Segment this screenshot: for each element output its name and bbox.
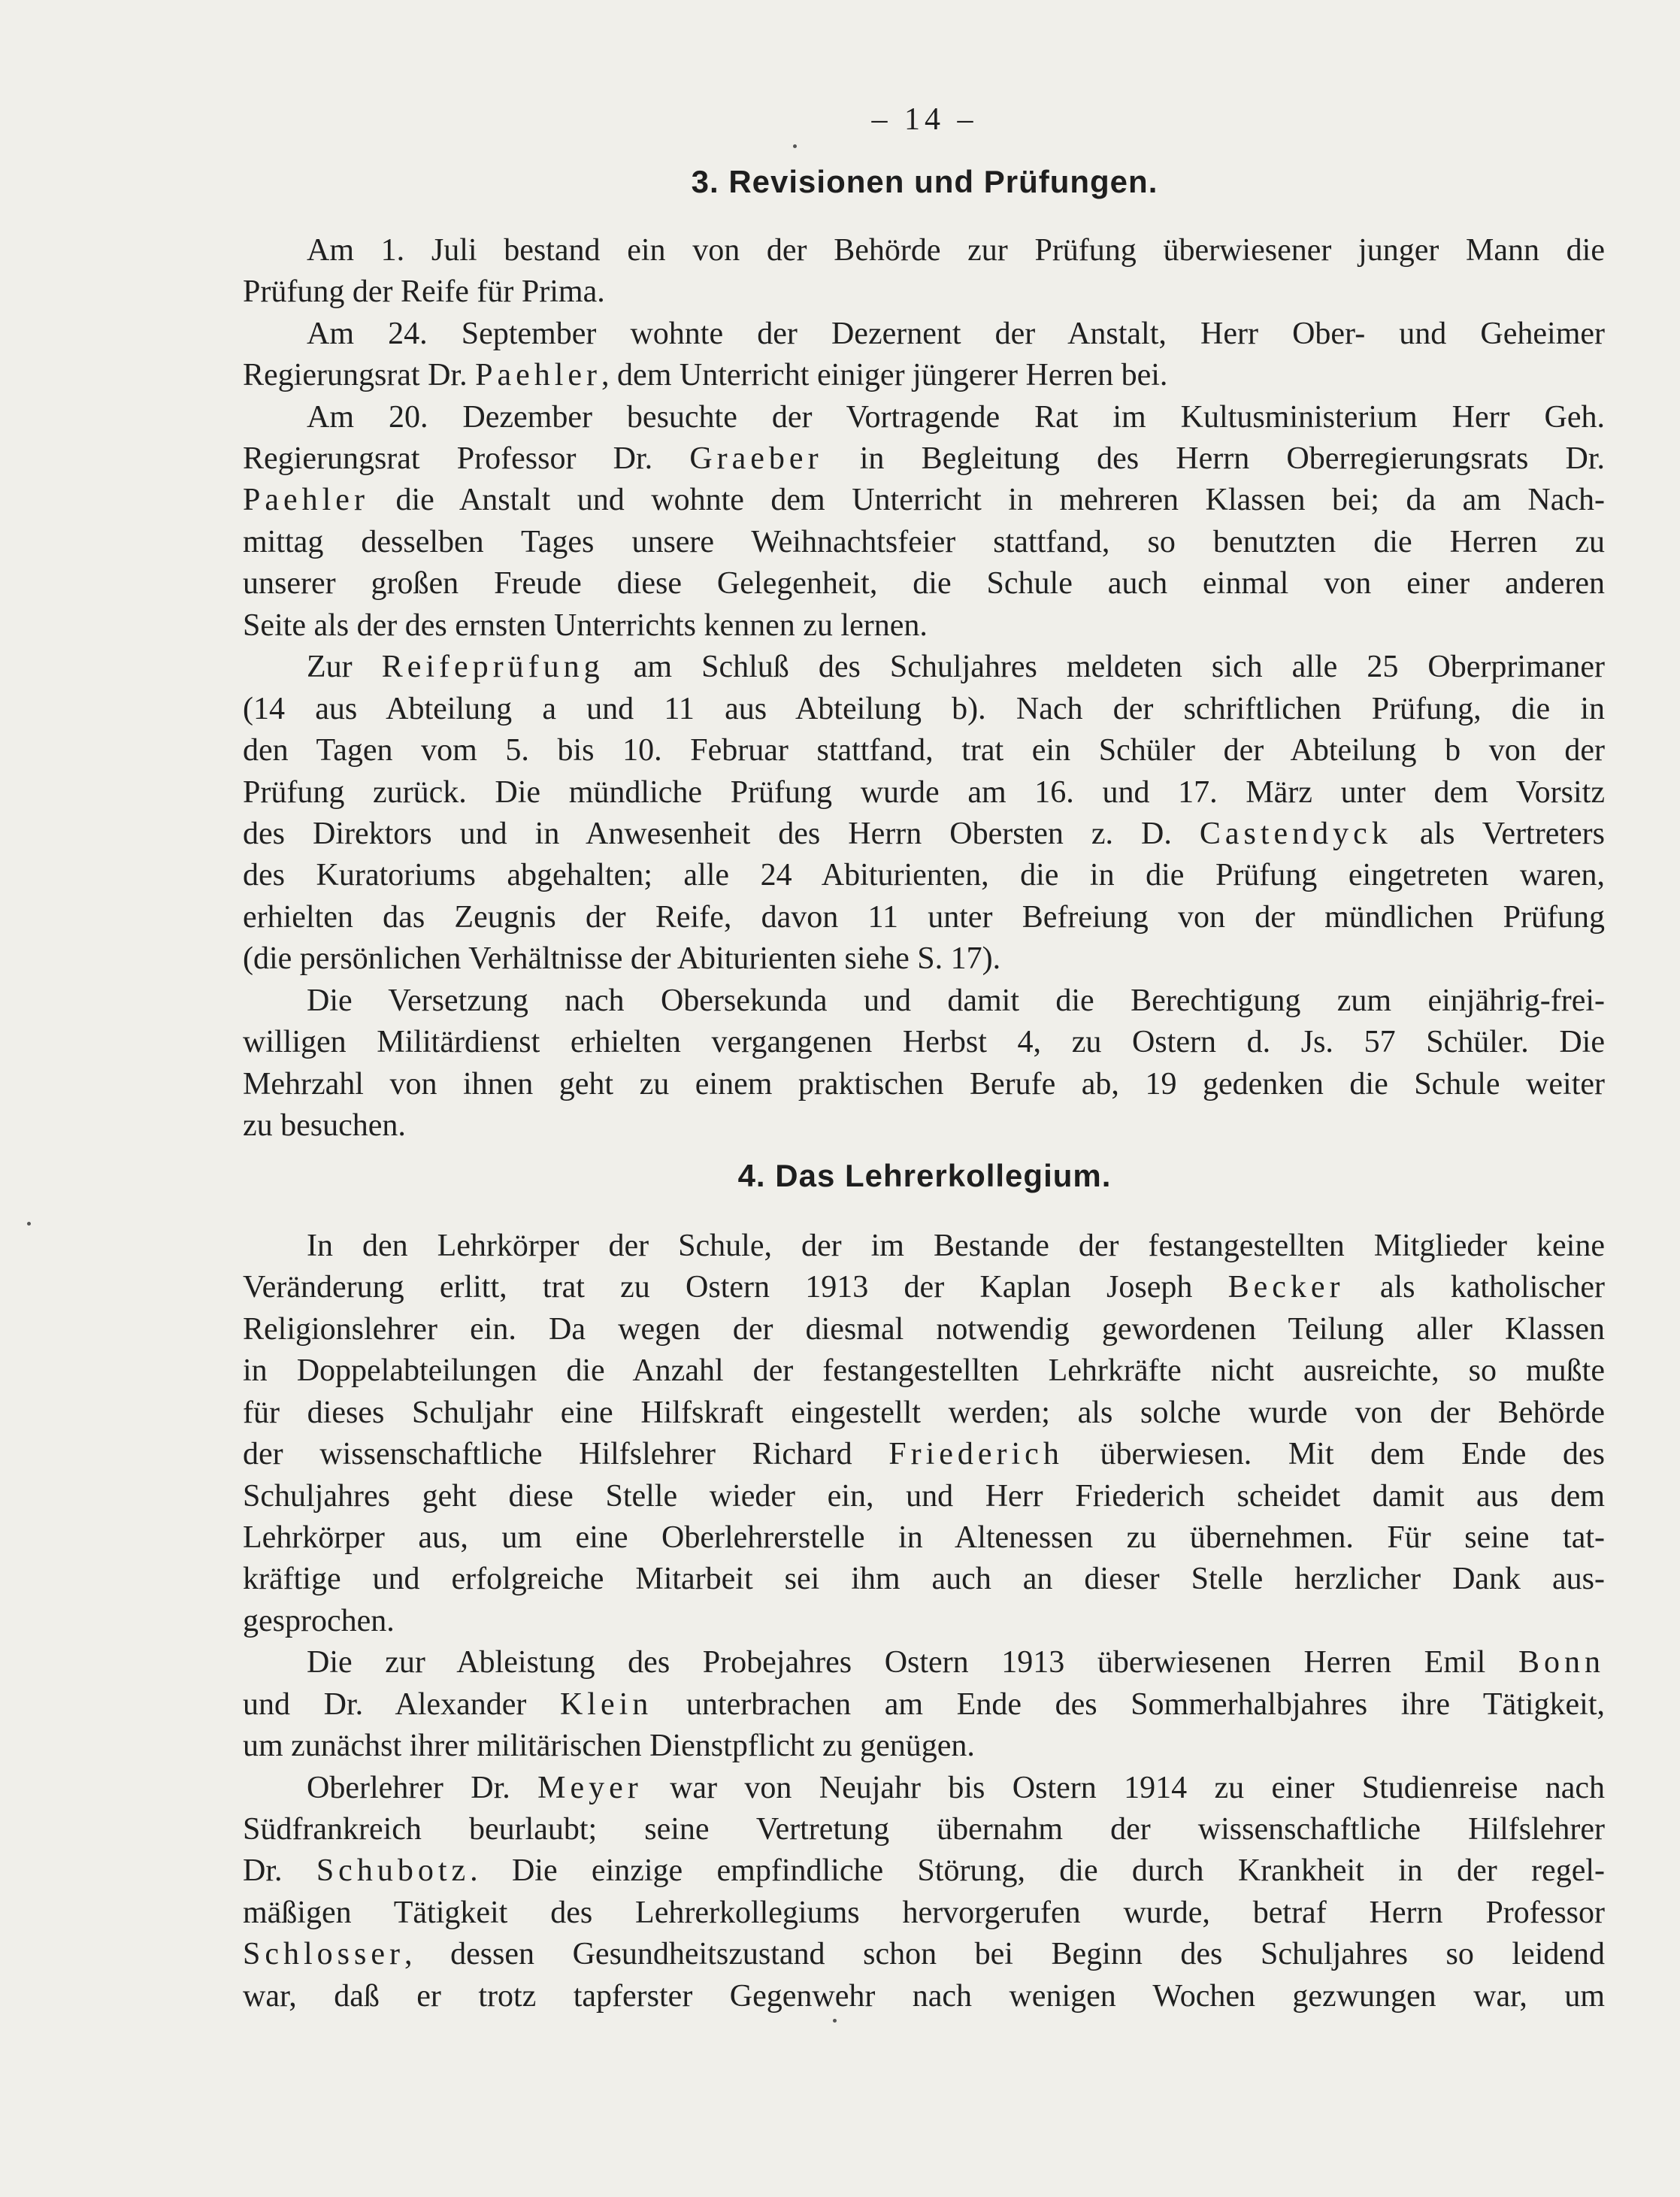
text-line — [243, 1559, 1605, 1599]
text-segment: als Vertreters — [1391, 817, 1605, 851]
text-line — [243, 1022, 1605, 1062]
text-line — [243, 271, 1605, 312]
text-segment: unserer großen Freude diese Gelegenheit, die Schule auch einmal von einer anderen — [243, 566, 1605, 601]
text-segment: mittag desselben Tages unsere Weihnachtsfeier stattfand, so benutzten die Herren zu — [243, 525, 1605, 559]
text-line — [243, 1105, 1605, 1146]
text-line — [243, 605, 1605, 646]
text-segment: für dieses Schuljahr eine Hilfskraft eingestellt werden; als solche wurde von der Behörde — [243, 1395, 1605, 1430]
text-segment: , dessen Gesundheitszustand schon bei Beginn des Schuljahres so leidend — [404, 1937, 1605, 1971]
text-segment: erhielten das Zeugnis der Reife, davon 11 unter Befreiung von der mündlichen Prüfung — [243, 900, 1605, 935]
text-line — [307, 980, 1605, 1021]
speck-mark — [793, 144, 797, 148]
text-line — [243, 1726, 1605, 1766]
text-segment: Am 20. Dezember besuchte der Vortragende Rat im Kultusministerium Herr Geh. — [307, 400, 1605, 435]
text-segment: des Kuratoriums abgehalten; alle 24 Abiturienten, die in die Prüfung eingetreten waren, — [243, 858, 1605, 892]
text-segment: Schuljahres geht diese Stelle wieder ein, und Herr Friederich scheidet damit aus dem — [243, 1479, 1605, 1514]
text-segment: als katholischer — [1344, 1270, 1605, 1305]
text-segment: Dr. — [243, 1853, 316, 1888]
text-segment: Prüfung der Reife für Prima. — [243, 274, 605, 309]
text-line — [243, 1434, 1605, 1474]
text-line — [243, 689, 1605, 729]
text-line — [243, 1976, 1605, 2017]
text-segment: , dem Unterricht einiger jüngerer Herren bei. — [601, 358, 1168, 392]
text-segment: Südfrankreich beurlaubt; seine Vertretung übernahm der wissenschaftliche Hilfslehrer — [243, 1812, 1605, 1847]
text-segment: In den Lehrkörper der Schule, der im Bestande der festangestellten Mitglieder keine — [307, 1229, 1605, 1263]
text-segment: in Doppelabteilungen die Anzahl der festangestellten Lehrkräfte nicht ausreichte, so mußte — [243, 1353, 1605, 1388]
text-segment: Mehrzahl von ihnen geht zu einem praktischen Berufe ab, 19 gedenken die Schule weiter — [243, 1067, 1605, 1102]
spaced-name: Friederich — [888, 1437, 1064, 1471]
text-segment: Die zur Ableistung des Probejahres Ostern 1913 überwiesenen Herren Emil — [307, 1645, 1518, 1680]
text-line — [243, 1392, 1605, 1433]
text-line — [243, 1601, 1605, 1641]
text-line — [243, 938, 1605, 979]
text-segment: zu besuchen. — [243, 1108, 406, 1143]
text-segment: . Die einzige empfindliche Störung, die durch Krankheit in der regel- — [470, 1853, 1605, 1888]
text-segment: Oberlehrer Dr. — [307, 1771, 538, 1805]
text-segment: den Tagen vom 5. bis 10. Februar stattfand, trat ein Schüler der Abteilung b von der — [243, 733, 1605, 768]
speck-mark — [27, 1222, 31, 1226]
text-segment: Seite als der des ernsten Unterrichts kennen zu lernen. — [243, 608, 928, 643]
text-line — [243, 730, 1605, 771]
text-segment: um zunächst ihrer militärischen Dienstpflicht zu genügen. — [243, 1729, 975, 1763]
text-line — [243, 1809, 1605, 1850]
text-line — [243, 1934, 1605, 1974]
text-segment: Veränderung erlitt, trat zu Ostern 1913 der Kaplan Joseph — [243, 1270, 1228, 1305]
text-line — [307, 1226, 1605, 1266]
text-segment: in Begleitung des Herrn Oberregierungsrats Dr. — [822, 441, 1605, 476]
text-segment: Religionslehrer ein. Da wegen der diesmal notwendig gewordenen Teilung aller Klassen — [243, 1312, 1605, 1347]
text-line — [243, 1309, 1605, 1350]
spaced-name: Reifeprüfung — [381, 650, 604, 684]
spaced-name: Schlosser — [243, 1937, 404, 1971]
text-segment: Prüfung zurück. Die mündliche Prüfung wurde am 16. und 17. März unter dem Vorsitz — [243, 775, 1605, 810]
text-segment: Zur — [307, 650, 382, 684]
text-segment: war, daß er trotz tapferster Gegenwehr nach wenigen Wochen gezwungen war, um — [243, 1979, 1605, 2014]
text-segment: war von Neujahr bis Ostern 1914 zu einer Studienreise nach — [642, 1771, 1606, 1805]
text-line — [243, 772, 1605, 813]
spaced-name: Meyer — [537, 1771, 643, 1805]
text-segment: überwiesen. Mit dem Ende des — [1063, 1437, 1605, 1471]
text-line — [243, 1517, 1605, 1558]
text-line — [243, 355, 1605, 395]
text-segment: kräftige und erfolgreiche Mitarbeit sei ihm auch an dieser Stelle herzlicher Dank aus- — [243, 1562, 1605, 1596]
spaced-name: Bonn — [1518, 1645, 1605, 1680]
text-segment: der wissenschaftliche Hilfslehrer Richard — [243, 1437, 889, 1471]
text-line — [243, 563, 1605, 604]
text-line — [243, 1476, 1605, 1517]
text-segment: Regierungsrat Dr. — [243, 358, 476, 392]
spaced-name: Becker — [1227, 1270, 1345, 1305]
text-line — [307, 397, 1605, 438]
text-line — [307, 647, 1605, 687]
text-line — [243, 1350, 1605, 1391]
text-line — [243, 814, 1605, 854]
text-segment: (14 aus Abteilung a und 11 aus Abteilung b). Nach der schriftlichen Prüfung, die in — [243, 692, 1605, 726]
text-line — [243, 1684, 1605, 1725]
text-line — [243, 855, 1605, 895]
section-heading-revisionen: 3. Revisionen und Prüfungen. — [691, 164, 1158, 199]
text-line — [243, 1850, 1605, 1891]
text-segment: mäßigen Tätigkeit des Lehrerkollegiums hervorgerufen wurde, betraf Herrn Professor — [243, 1895, 1605, 1930]
text-line — [243, 438, 1605, 479]
text-segment: gesprochen. — [243, 1604, 395, 1638]
text-segment: Regierungsrat Professor Dr. — [243, 441, 690, 476]
text-line — [243, 1267, 1605, 1308]
spaced-name: Paehler — [475, 358, 602, 392]
text-segment: die Anstalt und wohnte dem Unterricht in mehreren Klassen bei; da am Nach- — [368, 483, 1605, 517]
text-segment: Am 24. September wohnte der Dezernent der Anstalt, Herr Ober- und Geheimer — [307, 317, 1605, 351]
text-segment: des Direktors und in Anwesenheit des Herrn Obersten z. D. — [243, 817, 1200, 851]
spaced-name: Paehler — [243, 483, 369, 517]
text-line — [307, 1768, 1605, 1808]
text-segment: Lehrkörper aus, um eine Oberlehrerstelle in Altenessen zu übernehmen. Für seine tat- — [243, 1520, 1605, 1555]
text-line — [243, 1892, 1605, 1933]
text-line — [243, 522, 1605, 562]
text-segment: (die persönlichen Verhältnisse der Abiturienten siehe S. 17). — [243, 941, 1001, 976]
speck-mark — [833, 2019, 837, 2023]
spaced-name: Castendyck — [1199, 817, 1392, 851]
text-line — [307, 314, 1605, 354]
spaced-name: Graeber — [689, 441, 823, 476]
spaced-name: Klein — [559, 1687, 653, 1722]
text-segment: Die Versetzung nach Obersekunda und damit die Berechtigung zum einjährig-frei- — [307, 983, 1605, 1018]
text-segment: am Schluß des Schuljahres meldeten sich alle 25 Oberprimaner — [604, 650, 1605, 684]
text-line — [243, 1064, 1605, 1105]
text-segment: willigen Militärdienst erhielten vergangenen Herbst 4, zu Ostern d. Js. 57 Schüler. Die — [243, 1025, 1605, 1059]
text-segment: unterbrachen am Ende des Sommerhalbjahres ihre Tätigkeit, — [652, 1687, 1606, 1722]
text-line — [243, 897, 1605, 938]
text-line — [307, 1642, 1605, 1683]
text-segment: und Dr. Alexander — [243, 1687, 560, 1722]
text-segment: Am 1. Juli bestand ein von der Behörde zur Prüfung überwiesener junger Mann die — [307, 233, 1605, 268]
text-line — [243, 480, 1605, 520]
text-line — [307, 230, 1605, 271]
section-heading-lehrerkollegium: 4. Das Lehrerkollegium. — [737, 1158, 1112, 1193]
spaced-name: Schubotz — [316, 1853, 471, 1888]
page-number: – 14 – — [871, 102, 978, 137]
